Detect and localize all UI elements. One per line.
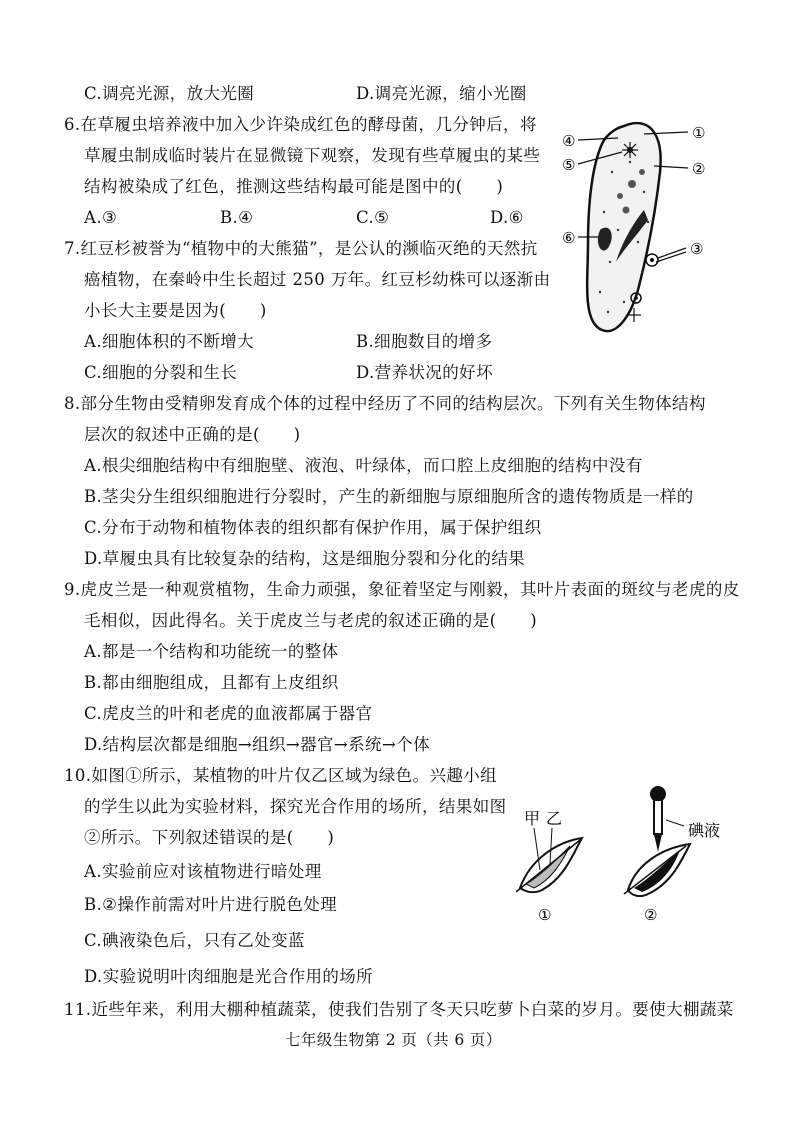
- label-yi: 乙: [546, 809, 563, 828]
- q6-option-d: D.⑥: [490, 208, 524, 227]
- q8-option-c: C.分布于动物和植物体表的组织都有保护作用，属于保护组织: [84, 518, 542, 537]
- page-footer: 七年级生物第 2 页（共 6 页）: [285, 1031, 502, 1049]
- q11-stem-line-1: 11.近些年来，利用大棚种植蔬菜，使我们告别了冬天只吃萝卜白菜的岁月。要使大棚蔬菜: [64, 1000, 734, 1019]
- q5-option-d: D.调亮光源，缩小光圈: [356, 84, 527, 103]
- q5-option-c: C.调亮光源，放大光圈: [84, 84, 255, 103]
- q6-option-c: C.⑤: [356, 208, 390, 227]
- q10-option-c: C.碘液染色后，只有乙处变蓝: [84, 931, 305, 950]
- q9-option-c: C.虎皮兰的叶和老虎的血液都属于器官: [84, 704, 373, 723]
- q8-option-a: A.根尖细胞结构中有细胞壁、液泡、叶绿体，而口腔上皮细胞的结构中没有: [84, 456, 643, 475]
- q9-option-d: D.结构层次都是细胞→组织→器官→系统→个体: [84, 735, 430, 754]
- label-5: ⑤: [562, 156, 576, 174]
- figure-2-label: ②: [644, 906, 658, 924]
- q7-option-b: B.细胞数目的增多: [356, 332, 493, 351]
- q9-stem-line-1: 9.虎皮兰是一种观赏植物，生命力顽强，象征着坚定与刚毅，其叶片表面的斑纹与老虎的皮: [64, 580, 740, 599]
- label-3: ③: [690, 240, 704, 258]
- label-4: ④: [562, 132, 576, 150]
- q8-option-b: B.茎尖分生组织细胞进行分裂时，产生的新细胞与原细胞所含的遗传物质是一样的: [84, 487, 694, 506]
- q7-stem-line-3: 小长大主要是因为( ): [84, 301, 267, 320]
- label-jia: 甲: [524, 809, 541, 828]
- q8-stem-line-1: 8.部分生物由受精卵发育成个体的过程中经历了不同的结构层次。下列有关生物体结构: [64, 394, 706, 413]
- q8-stem-line-2: 层次的叙述中正确的是( ): [84, 425, 301, 444]
- q10-stem-line-3: ②所示。下列叙述错误的是( ): [84, 828, 335, 847]
- figure-1-label: ①: [538, 906, 552, 924]
- q6-stem-line-1: 6.在草履虫培养液中加入少许染成红色的酵母菌，几分钟后，将: [64, 115, 537, 134]
- q7-stem-line-1: 7.红豆杉被誉为“植物中的大熊猫”，是公认的濒临灭绝的天然抗: [64, 239, 538, 258]
- q10-option-b: B.②操作前需对叶片进行脱色处理: [84, 895, 338, 914]
- q7-stem-line-2: 癌植物，在秦岭中生长超过 250 万年。红豆杉幼株可以逐渐由: [84, 270, 551, 289]
- q9-option-a: A.都是一个结构和功能统一的整体: [84, 642, 339, 661]
- q7-option-a: A.细胞体积的不断增大: [84, 332, 255, 351]
- q6-option-b: B.④: [220, 208, 254, 227]
- q7-option-d: D.营养状况的好坏: [356, 363, 493, 382]
- q9-option-b: B.都由细胞组成，且都有上皮组织: [84, 673, 339, 692]
- paramecium-diagram: [552, 112, 742, 344]
- q6-option-a: A.③: [84, 208, 118, 227]
- q8-option-d: D.草履虫具有比较复杂的结构，这是细胞分裂和分化的结果: [84, 549, 526, 568]
- leaf-experiment-diagram: [510, 780, 750, 930]
- q9-stem-line-2: 毛相似，因此得名。关于虎皮兰与老虎的叙述正确的是( ): [84, 611, 538, 630]
- q6-stem-line-3: 结构被染成了红色，推测这些结构最可能是图中的( ): [84, 177, 504, 196]
- label-1: ①: [692, 124, 706, 142]
- q7-option-c: C.细胞的分裂和生长: [84, 363, 238, 382]
- label-6: ⑥: [562, 229, 576, 247]
- label-iodine: 碘液: [688, 821, 721, 840]
- q10-option-d: D.实验说明叶肉细胞是光合作用的场所: [84, 967, 374, 986]
- q10-option-a: A.实验前应对该植物进行暗处理: [84, 862, 322, 881]
- q6-stem-line-2: 草履虫制成临时装片在显微镜下观察，发现有些草履虫的某些: [84, 146, 541, 165]
- q10-stem-line-2: 的学生以此为实验材料，探究光合作用的场所，结果如图: [84, 797, 507, 816]
- q10-stem-line-1: 10.如图①所示，某植物的叶片仅乙区域为绿色。兴趣小组: [64, 766, 498, 785]
- label-2: ②: [692, 160, 706, 178]
